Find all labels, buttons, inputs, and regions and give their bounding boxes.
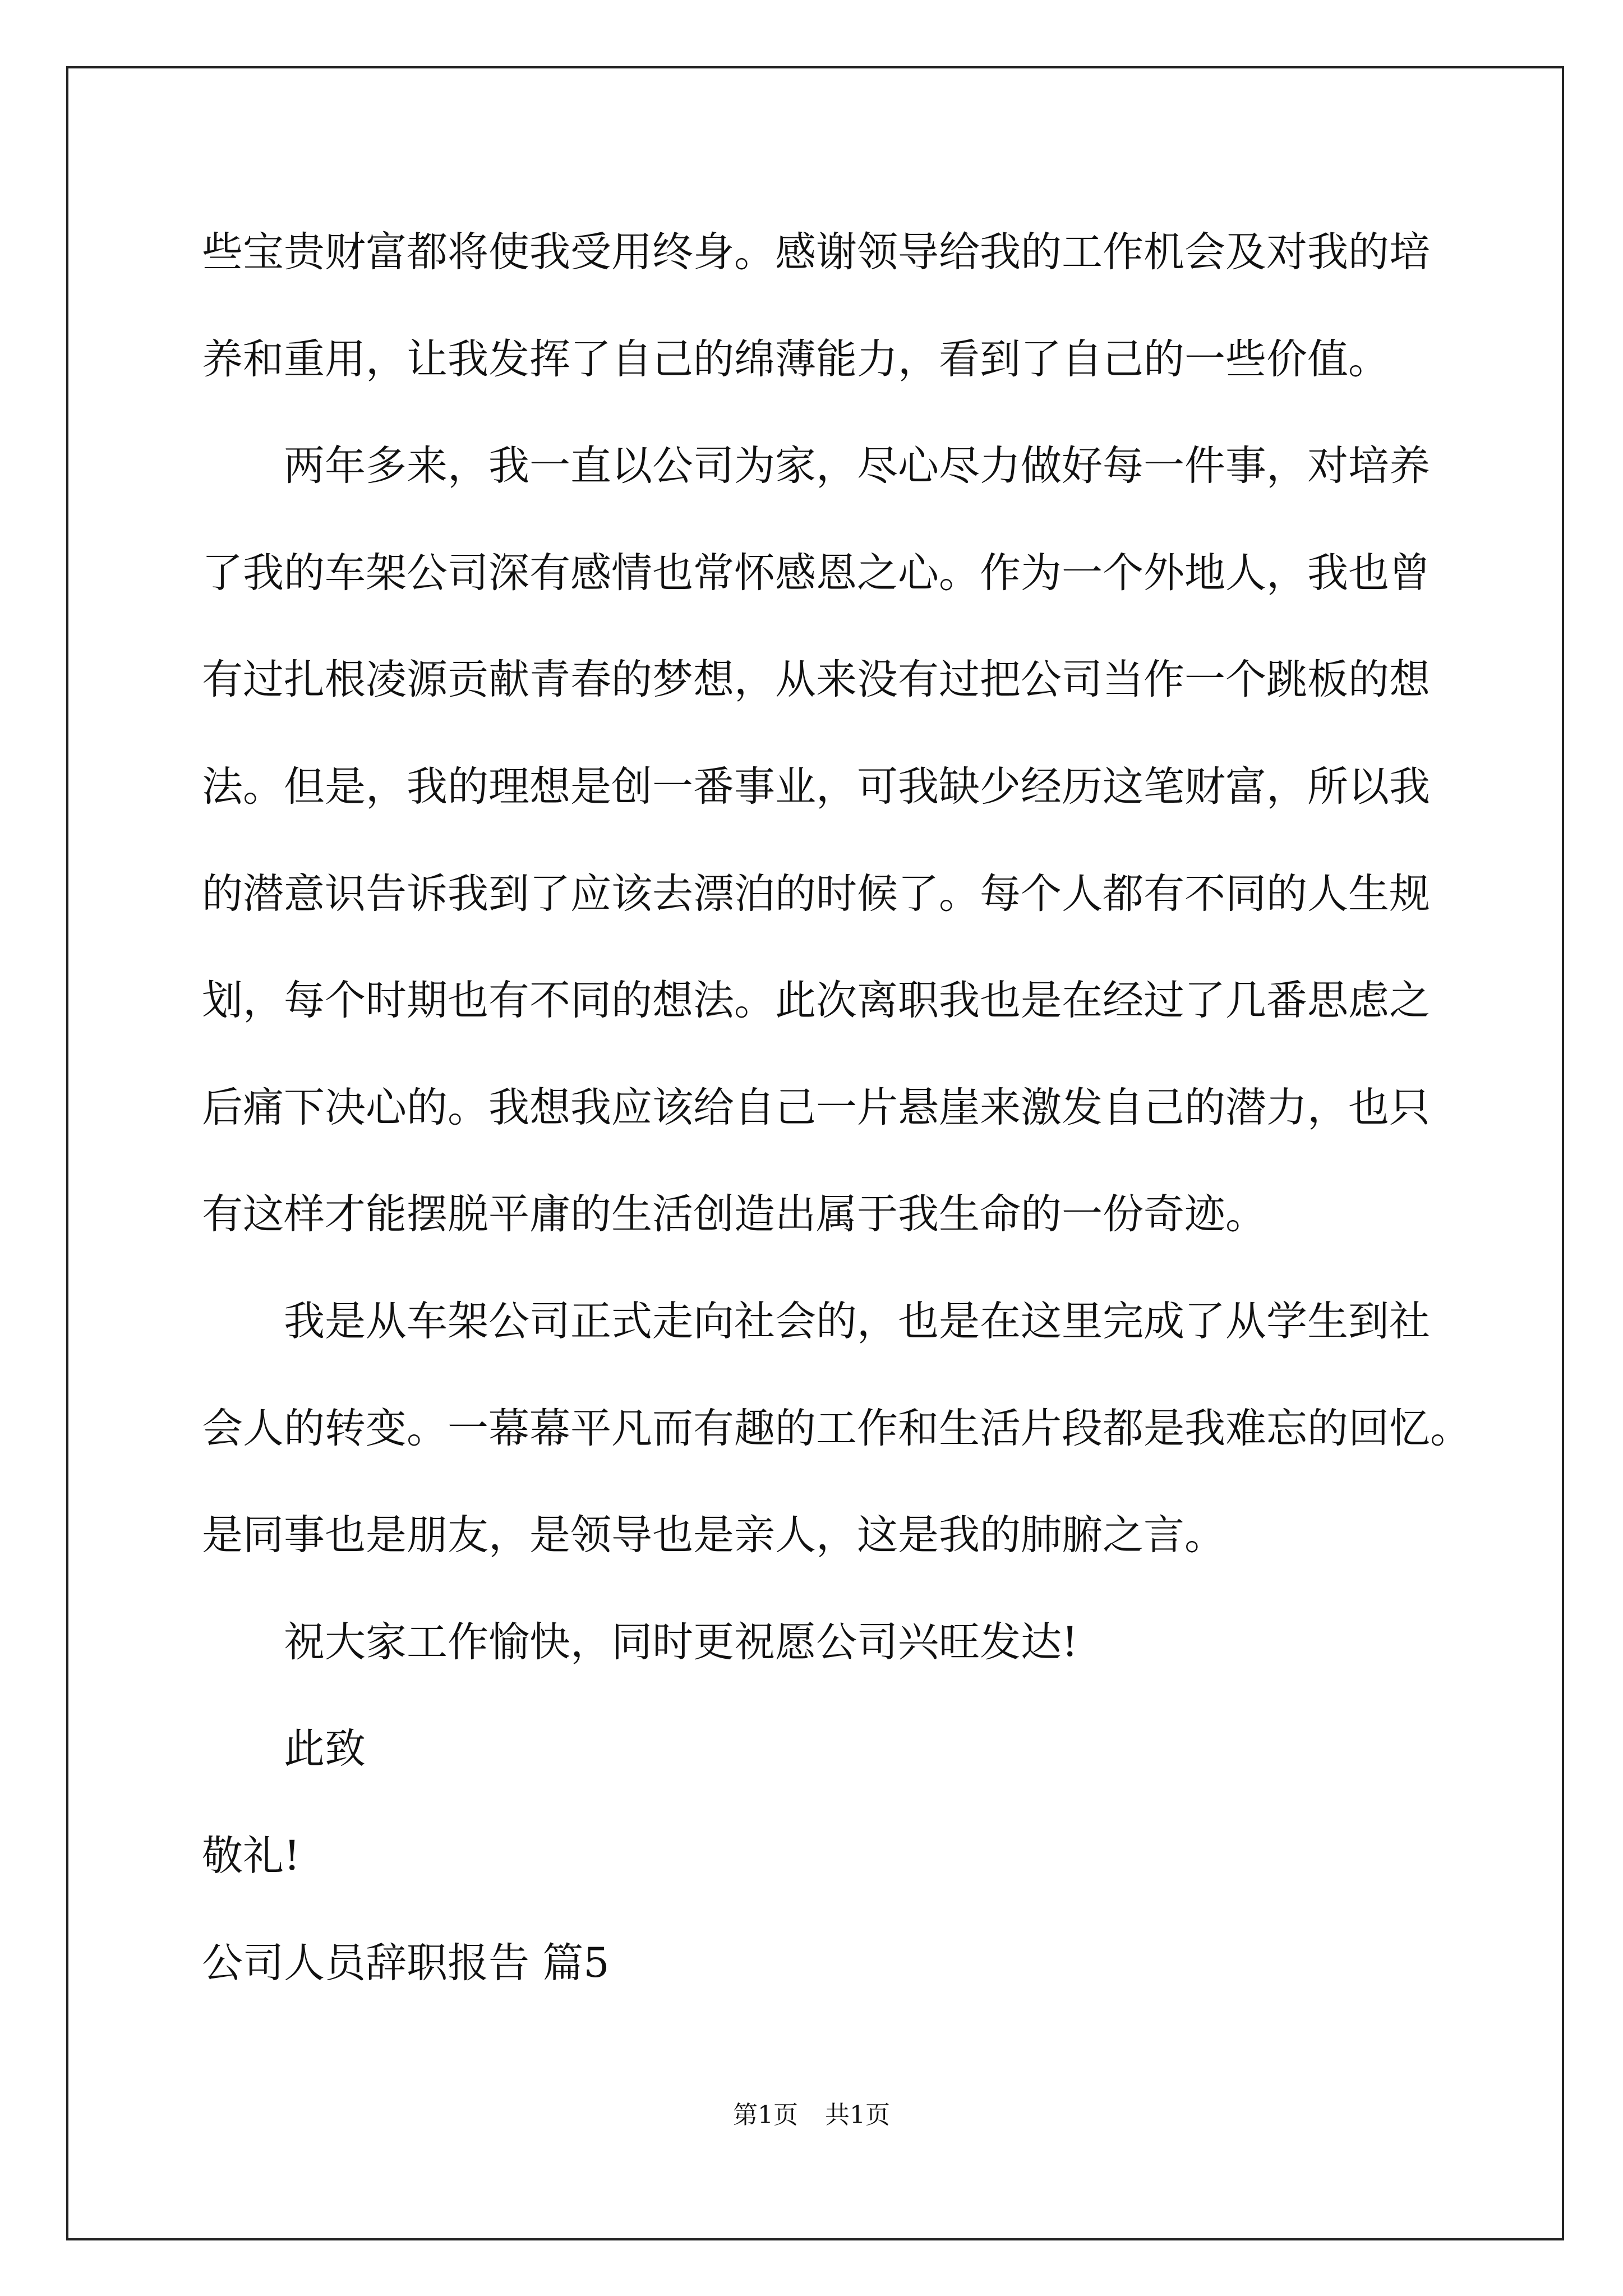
- closing-line: 此致: [284, 1725, 366, 1773]
- text-line: 是同事也是朋友，是领导也是亲人，这是我的肺腑之言。: [202, 1511, 1225, 1559]
- salutation-line: 敬礼!: [202, 1832, 301, 1880]
- closing-wish-line: 祝大家工作愉快，同时更祝愿公司兴旺发达!: [284, 1618, 1078, 1666]
- document-body: [202, 199, 1537, 2017]
- text-line: 会人的转变。一幕幕平凡而有趣的工作和生活片段都是我难忘的回忆。: [202, 1404, 1471, 1452]
- text-line: 些宝贵财富都将使我受用终身。感谢领导给我的工作机会及对我的培: [202, 228, 1430, 276]
- section-heading: 公司人员辞职报告 篇5: [202, 1939, 610, 1987]
- text-line: 后痛下决心的。我想我应该给自己一片悬崖来激发自己的潜力，也只: [202, 1083, 1430, 1131]
- text-line: 法。但是，我的理想是创一番事业，可我缺少经历这笔财富，所以我: [202, 762, 1430, 811]
- page-total: 共1页: [825, 2101, 890, 2129]
- text-line: 了我的车架公司深有感情也常怀感恩之心。作为一个外地人，我也曾: [202, 549, 1430, 597]
- paragraph-start-line: 两年多来，我一直以公司为家，尽心尽力做好每一件事，对培养: [284, 442, 1430, 490]
- page-number: 第1页: [733, 2101, 798, 2129]
- page-footer: [0, 2099, 1623, 2132]
- text-line: 养和重用，让我发挥了自己的绵薄能力，看到了自己的一些价值。: [202, 335, 1389, 383]
- text-line: 有这样才能摆脱平庸的生活创造出属于我生命的一份奇迹。: [202, 1190, 1266, 1239]
- paragraph-start-line: 我是从车架公司正式走向社会的，也是在这里完成了从学生到社: [284, 1297, 1430, 1345]
- text-line: 划，每个时期也有不同的想法。此次离职我也是在经过了几番思虑之: [202, 977, 1430, 1025]
- text-line: 的潜意识告诉我到了应该去漂泊的时候了。每个人都有不同的人生规: [202, 869, 1430, 918]
- text-line: 有过扎根凌源贡献青春的梦想，从来没有过把公司当作一个跳板的想: [202, 656, 1430, 704]
